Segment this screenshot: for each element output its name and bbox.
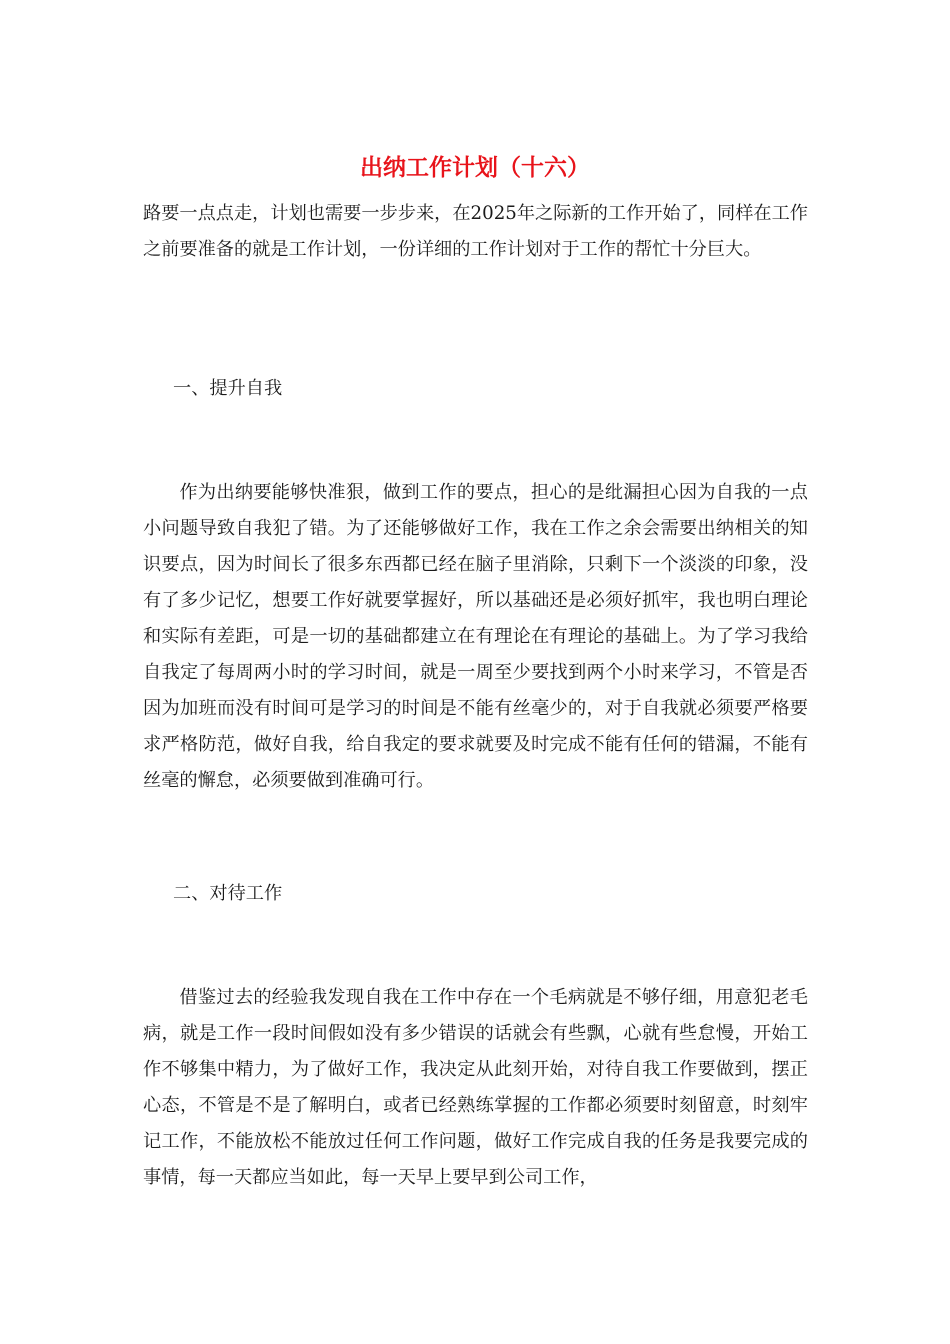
section-body-1: 作为出纳要能够快准狠，做到工作的要点，担心的是纰漏担心因为自我的一点小问题导致自我犯了错。为了还能够做好工作，我在工作之余会需要出纳相关的知识要点，因为时间长了很多东西都已经在脑子里消除，只剩下一个淡淡的印象，没有了多少记忆，想要工作好就要掌握好，所以基础还是必须好抓牢，我也明白理论和实际有差距，可是一切的基础都建立在有理论在有理论的基础上。为了学习我给自我定了每周两小时的学习时间，就是一周至少要找到两个小时来学习，不管是否因为加班而没有时间可是学习的时间是不能有丝毫少的，对于自我就必须要严格要求严格防范，做好自我，给自我定的要求就要及时完成不能有任何的错漏，不能有丝毫的懈怠，必须要做到准确可行。 — [143, 482, 808, 791]
section-body-2: 借鉴过去的经验我发现自我在工作中存在一个毛病就是不够仔细，用意犯老毛病，就是工作一段时间假如没有多少错误的话就会有些飘，心就有些怠慢，开始工作不够集中精力，为了做好工作，我决定从此刻开始，对待自我工作要做到，摆正心态，不管是不是了解明白，或者已经熟练掌握的工作都必须要时刻留意，时刻牢记工作，不能放松不能放过任何工作问题，做好工作完成自我的任务是我要完成的事情，每一天都应当如此，每一天早上要早到公司工作， — [143, 987, 808, 1188]
section-heading-1: 一、提升自我 — [173, 378, 283, 399]
intro-paragraph: 路要一点点走，计划也需要一步步来，在2025年之际新的工作开始了，同样在工作之前要准备的就是工作计划，一份详细的工作计划对于工作的帮忙十分巨大。 — [143, 203, 808, 260]
document-title: 出纳工作计划（十六） — [360, 154, 590, 181]
section-heading-2: 二、对待工作 — [173, 883, 283, 904]
